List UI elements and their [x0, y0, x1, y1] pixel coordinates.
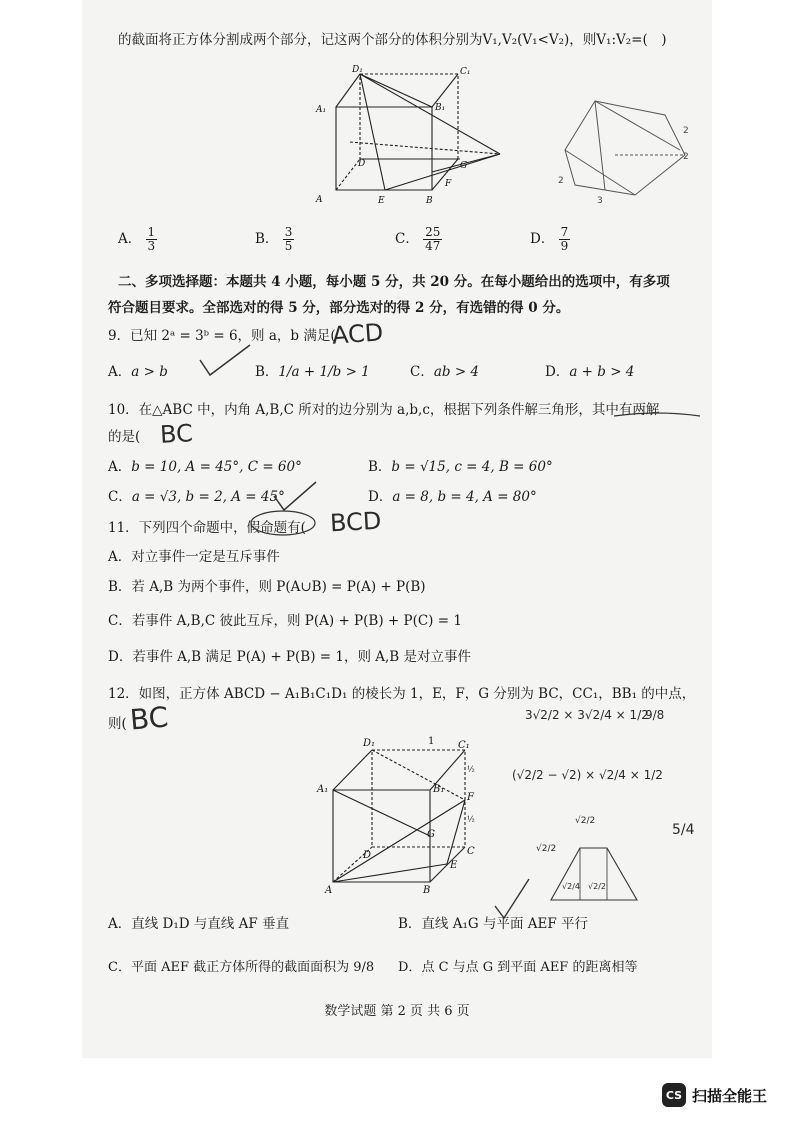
q10-underline — [612, 408, 702, 422]
q9-option-c: C．ab > 4 — [410, 364, 480, 380]
sketch-label-b: 2 — [558, 176, 564, 186]
brand-name: 扫描全能王 — [692, 1086, 768, 1105]
q12-scratch-line2: (√2/2 − √2) × √2/4 × 1/2 — [512, 768, 663, 782]
q8-hand-sketch — [555, 95, 705, 210]
label-D: D — [358, 159, 366, 169]
q11-option-c: C．若事件 A,B,C 彼此互斥，则 P(A) + P(B) + P(C) = 1 — [108, 613, 462, 629]
label-A: A — [316, 195, 323, 205]
q10-option-b: B．b = √15, c = 4, B = 60° — [368, 459, 553, 475]
q12-label-F: F — [467, 792, 474, 803]
q12-option-c: C．平面 AEF 截正方体所得的截面面积为 9/8 — [108, 960, 375, 975]
q12-label-D1: D₁ — [363, 738, 376, 749]
q8-option-b: B． $\frac{3}{5}$ — [255, 225, 293, 253]
q9-option-d: D．a + b > 4 — [545, 364, 635, 380]
label-B1: B₁ — [435, 103, 446, 113]
q12-cube-figure — [315, 732, 490, 894]
q12-label-C1: C₁ — [458, 740, 470, 751]
q8-option-c: C． $\frac{25}{47}$ — [395, 225, 441, 253]
q12-trapezoid-base-label-left: √2/4 — [562, 882, 580, 891]
q12-trapezoid-side-label: √2/2 — [536, 844, 557, 854]
q11-option-a: A．对立事件一定是互斥事件 — [108, 549, 280, 565]
q9-handwritten-answer: ACD — [331, 318, 385, 350]
q12-label-B1: B₁ — [433, 784, 445, 795]
q11-handwritten-answer: BCD — [329, 506, 382, 538]
q12-label-G: G — [427, 829, 435, 840]
q12-check-mark — [492, 876, 532, 921]
q10-option-d: D．a = 8, b = 4, A = 80° — [368, 489, 537, 505]
sketch-label-a: 2 — [683, 126, 689, 136]
sketch-label-d: 2 — [683, 152, 689, 162]
label-C1: C₁ — [460, 67, 471, 77]
page-footer: 数学试题 第 2 页 共 6 页 — [324, 1004, 470, 1019]
q12-label-A: A — [325, 885, 333, 894]
q9-option-a: A．a > b — [108, 364, 168, 380]
label-B: B — [426, 196, 433, 206]
label-G: G — [460, 161, 468, 171]
q12-label-half1: ½ — [467, 765, 475, 774]
q11-option-b: B．若 A,B 为两个事件，则 P(A∪B) = P(A) + P(B) — [108, 579, 426, 595]
label-F: F — [445, 179, 452, 189]
q12-label-one: 1 — [428, 736, 435, 747]
q12-label-A1: A₁ — [317, 784, 329, 795]
q9-stem: 9．已知 2ᵃ = 3ᵇ = 6，则 a，b 满足( — [108, 328, 336, 344]
q12-handwritten-answer: BC — [128, 700, 170, 737]
q12-label-half2: ½ — [467, 815, 475, 824]
q12-trapezoid-sketch — [545, 830, 645, 905]
q10-option-a: A．b = 10, A = 45°, C = 60° — [108, 459, 302, 475]
sketch-label-c: 3 — [597, 196, 603, 206]
q12-stem: 12．如图，正方体 ABCD − A₁B₁C₁D₁ 的棱长为 1，E，F，G 分别为 BC，CC₁，BB₁ 的中点， — [108, 686, 696, 702]
q12-scratch-five-fourths: 5/4 — [672, 822, 695, 838]
q12-label-B: B — [423, 885, 431, 894]
cs-logo-icon: CS — [662, 1083, 686, 1107]
q12-option-d: D．点 C 与点 G 到平面 AEF 的距离相等 — [398, 960, 638, 975]
q11-stem: 11．下列四个命题中，假命题有( — [108, 520, 306, 536]
q10-handwritten-answer: BC — [159, 419, 194, 449]
q10-option-c: C．a = √3, b = 2, A = 45° — [108, 489, 285, 505]
label-A1: A₁ — [316, 105, 327, 115]
q9-check-mark — [195, 340, 255, 380]
q12-scratch-result: 9/8 — [645, 708, 665, 722]
q10-stem-2: 的是( — [108, 429, 141, 445]
q8-option-a: A． $\frac{1}{3}$ — [118, 225, 156, 253]
q8-cube-figure — [310, 62, 510, 210]
q12-trapezoid-base-label-right: √2/2 — [588, 882, 606, 891]
q10-stem: 10．在△ABC 中，内角 A,B,C 所对的边分别为 a,b,c，根据下列条件解三角形，其中有两解 — [108, 402, 660, 418]
label-E: E — [378, 196, 385, 206]
q12-label-E: E — [450, 860, 458, 871]
q12-label-C: C — [467, 846, 475, 857]
q12-option-b: B．直线 A₁G 与平面 AEF 平行 — [398, 916, 589, 932]
q12-option-a: A．直线 D₁D 与直线 AF 垂直 — [108, 916, 290, 932]
label-D1: D₁ — [352, 65, 363, 75]
q12-stem-2: 则( — [108, 716, 127, 732]
section2-intro-line1: 二、多项选择题：本题共 4 小题，每小题 5 分，共 20 分。在每小题给出的选项中，有多项 — [118, 274, 670, 290]
q12-scratch-line1: 3√2/2 × 3√2/4 × 1/2 — [525, 708, 649, 722]
q11-circle-mark — [248, 508, 318, 538]
scanner-brand-logo — [662, 1083, 767, 1107]
section2-intro-line2: 符合题目要求。全部选对的得 5 分，部分选对的得 2 分，有选错的得 0 分。 — [108, 300, 570, 316]
q9-option-b: B．1/a + 1/b > 1 — [255, 364, 370, 380]
q11-option-d: D．若事件 A,B 满足 P(A) + P(B) = 1，则 A,B 是对立事件 — [108, 649, 471, 665]
q8-option-d: D． $\frac{7}{9}$ — [530, 225, 569, 253]
q8-stem: 的截面将正方体分割成两个部分，记这两个部分的体积分别为V₁,V₂(V₁<V₂)，则V₁:V₂=( ) — [118, 32, 667, 48]
q12-trapezoid-top-label: √2/2 — [575, 816, 596, 826]
q12-label-D: D — [363, 850, 372, 861]
